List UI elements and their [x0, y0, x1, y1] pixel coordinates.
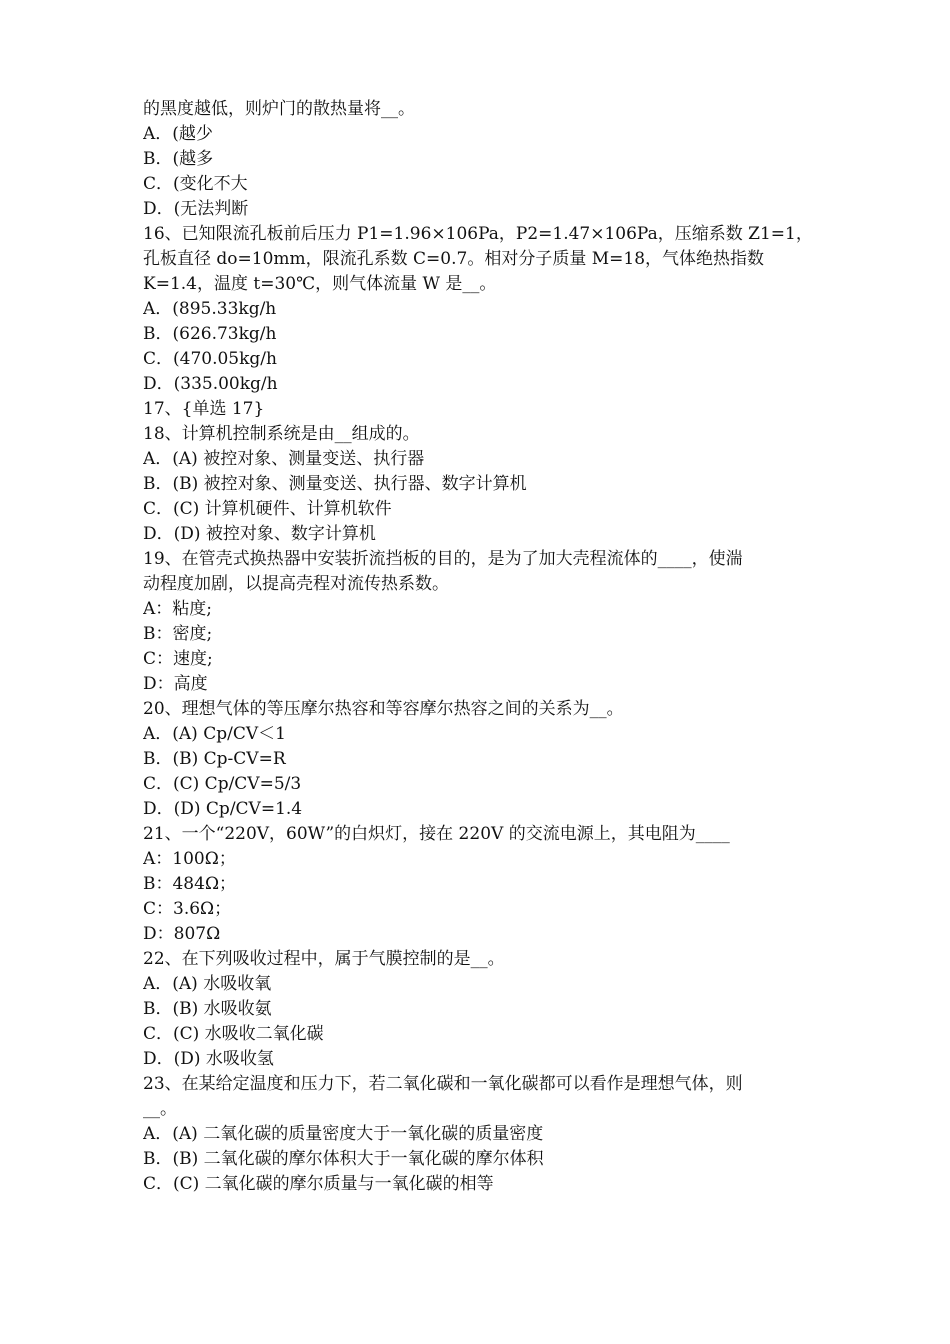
exam-text — [143, 97, 813, 1197]
text-line: __。 — [143, 1099, 177, 1119]
text-line: A．(A) Cp/CV＜1 — [143, 724, 286, 744]
text-line: 22、在下列吸收过程中，属于气膜控制的是__。 — [143, 949, 505, 969]
text-line: D．(D) Cp/CV=1.4 — [143, 799, 303, 819]
text-line: 孔板直径 do=10mm，限流孔系数 C=0.7。相对分子质量 M=18，气体绝热指数 — [143, 249, 765, 269]
text-line: D．(D) 被控对象、数字计算机 — [143, 524, 376, 544]
text-line: B．(B) 二氧化碳的摩尔体积大于一氧化碳的摩尔体积 — [143, 1149, 544, 1169]
text-line: 19、在管壳式换热器中安装折流挡板的目的，是为了加大壳程流体的____，使湍 — [143, 549, 743, 569]
text-line: C．(变化不大 — [143, 174, 248, 194]
text-line: B．(B) 被控对象、测量变送、执行器、数字计算机 — [143, 474, 527, 494]
text-line: C：3.6Ω； — [143, 899, 232, 919]
text-line: D．(D) 水吸收氢 — [143, 1049, 274, 1069]
text-line: D：高度 — [143, 674, 208, 694]
text-line: D．(无法判断 — [143, 199, 249, 219]
text-line: 17、{单选 17} — [143, 399, 265, 419]
text-line: D．(335.00kg/h — [143, 374, 278, 394]
text-line: 18、计算机控制系统是由__组成的。 — [143, 424, 420, 444]
text-line: A．(A) 被控对象、测量变送、执行器 — [143, 449, 425, 469]
text-line: B．(越多 — [143, 149, 214, 169]
text-line: C．(C) 二氧化碳的摩尔质量与一氧化碳的相等 — [143, 1174, 494, 1194]
text-line: B：密度; — [143, 624, 213, 644]
text-line: 20、理想气体的等压摩尔热容和等容摩尔热容之间的关系为__。 — [143, 699, 624, 719]
text-line: B．(626.73kg/h — [143, 324, 277, 344]
text-line: C．(C) 水吸收二氧化碳 — [143, 1024, 324, 1044]
text-line: 16、已知限流孔板前后压力 P1=1.96×106Pa，P2=1.47×106Pa，压缩系数 Z1=1， — [143, 224, 813, 244]
text-line: A．(越少 — [143, 124, 213, 144]
text-line: C：速度; — [143, 649, 213, 669]
text-line: A．(A) 水吸收氧 — [143, 974, 272, 994]
text-line: D：807Ω — [143, 924, 221, 944]
text-line: A：100Ω； — [143, 849, 236, 869]
text-line: 21、一个“220V，60W”的白炽灯，接在 220V 的交流电源上，其电阻为____ — [143, 824, 730, 844]
text-line: K=1.4，温度 t=30℃，则气体流量 W 是__。 — [143, 274, 497, 294]
text-line: A．(A) 二氧化碳的质量密度大于一氧化碳的质量密度 — [143, 1124, 544, 1144]
text-line: C．(C) 计算机硬件、计算机软件 — [143, 499, 392, 519]
text-line: C．(C) Cp/CV=5/3 — [143, 774, 302, 794]
text-line: B：484Ω； — [143, 874, 237, 894]
text-line: A．(895.33kg/h — [143, 299, 277, 319]
text-line: B．(B) Cp-CV=R — [143, 749, 286, 769]
text-line: 动程度加剧，以提高壳程对流传热系数。 — [143, 574, 449, 594]
text-line: C．(470.05kg/h — [143, 349, 277, 369]
text-line: 23、在某给定温度和压力下，若二氧化碳和一氧化碳都可以看作是理想气体，则 — [143, 1074, 743, 1094]
text-line: B．(B) 水吸收氨 — [143, 999, 272, 1019]
text-line: A：粘度; — [143, 599, 213, 619]
text-line: 的黑度越低，则炉门的散热量将__。 — [143, 99, 415, 119]
